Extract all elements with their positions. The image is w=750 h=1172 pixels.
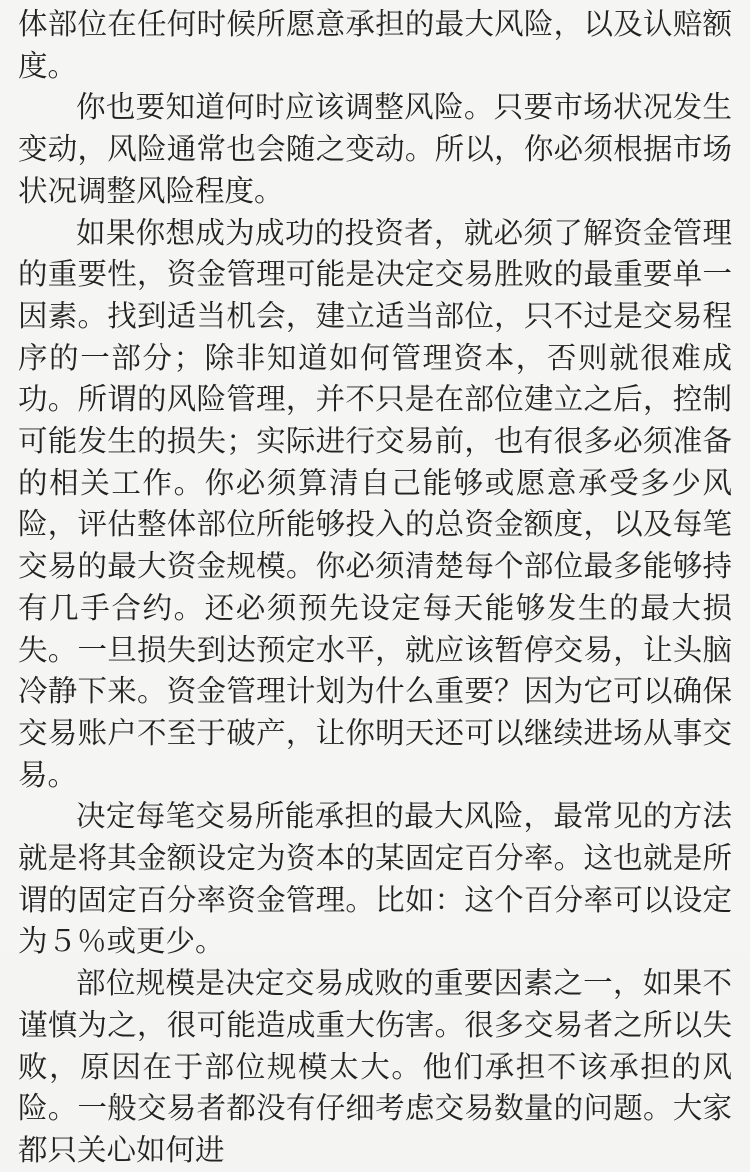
body-text bbox=[18, 4, 732, 1172]
paragraph-4: 决定每笔交易所能承担的最大风险，最常见的方法就是将其金额设定为资本的某固定百分率。这也就是所谓的固定百分率资金管理。比如：这个百分率可以设定为５％或更少。 bbox=[18, 799, 732, 959]
paragraph-3: 如果你想成为成功的投资者，就必须了解资金管理的重要性，资金管理可能是决定交易胜败的最重要单一因素。找到适当机会，建立适当部位，只不过是交易程序的一部分；除非知道如何管理资本，否则就很难成功。所谓的风险管理，并不只是在部位建立之后，控制可能发生的损失；实际进行交易前，也有很多必须准备的相关工作。你必须算清自己能够或愿意承受多少风险，评估整体部位所能够投入的总资金额度，以及每笔交易的最大资金规模。你必须清楚每个部位最多能够持有几手合约。还必须预先设定每天能够发生的最大损失。一旦损失到达预定水平，就应该暂停交易，让头脑冷静下来。资金管理计划为什么重要？因为它可以确保交易账户不至于破产，让你明天还可以继续进场从事交易。 bbox=[18, 215, 732, 792]
paragraph-5: 部位规模是决定交易成败的重要因素之一，如果不谨慎为之，很可能造成重大伤害。很多交易者之所以失败，原因在于部位规模太大。他们承担不该承担的风险。一般交易者都没有仔细考虑交易数量的问题。大家都只关心如何进 bbox=[18, 966, 732, 1167]
paragraph-1-continued: 体部位在任何时候所愿意承担的最大风险，以及认赔额度。 bbox=[18, 7, 732, 83]
paragraph-2: 你也要知道何时应该调整风险。只要市场状况发生变动，风险通常也会随之变动。所以，你必须根据市场状况调整风险程度。 bbox=[18, 90, 732, 208]
